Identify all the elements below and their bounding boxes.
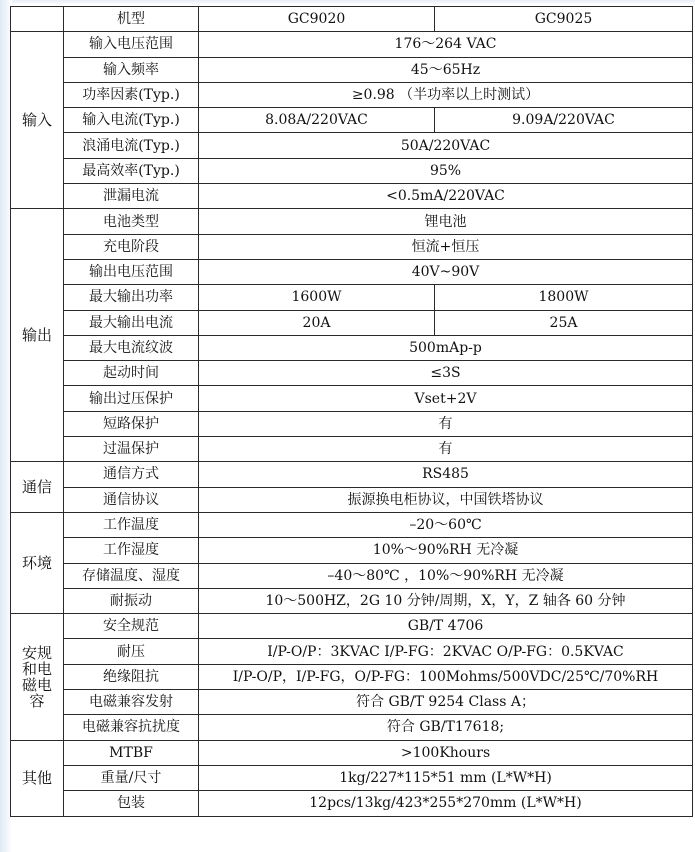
row-value-gc9020: 20A	[199, 310, 435, 335]
row-label: 电磁兼容抗扰度	[64, 715, 199, 740]
table-row	[11, 310, 693, 335]
row-value: 12pcs/13kg/423*255*270mm (L*W*H)	[199, 791, 693, 816]
row-value: 符合 GB/T17618;	[199, 715, 693, 740]
row-label: 通信协议	[64, 487, 199, 512]
table-row	[11, 335, 693, 360]
table-row	[11, 639, 693, 664]
table-row	[11, 437, 693, 462]
table-row	[11, 538, 693, 563]
table-row	[11, 57, 693, 82]
row-value: 1kg/227*115*51 mm (L*W*H)	[199, 765, 693, 790]
row-value-gc9025: 9.09A/220VAC	[435, 108, 693, 133]
table-row	[11, 32, 693, 57]
row-label: 电磁兼容发射	[64, 690, 199, 715]
table-row	[11, 411, 693, 436]
table-row	[11, 386, 693, 411]
row-value: 锂电池	[199, 209, 693, 234]
row-label: 输入电流(Typ.)	[64, 108, 199, 133]
model-gc9020: GC9020	[199, 7, 435, 32]
section-input-title: 输入	[11, 32, 64, 209]
table-row	[11, 108, 693, 133]
row-label: 起动时间	[64, 361, 199, 386]
table-row	[11, 184, 693, 209]
table-row	[11, 664, 693, 689]
row-value: 176～264 VAC	[199, 32, 693, 57]
row-label: MTBF	[64, 740, 199, 765]
row-value: 10～500HZ，2G 10 分钟/周期，X，Y，Z 轴各 60 分钟	[199, 588, 693, 613]
row-label: 短路保护	[64, 411, 199, 436]
table-row	[11, 285, 693, 310]
header-group-cell	[11, 7, 64, 32]
table-row	[11, 209, 693, 234]
table-row	[11, 715, 693, 740]
table-row	[11, 614, 693, 639]
spec-table	[10, 6, 693, 817]
header-row	[11, 7, 693, 32]
row-value: <0.5mA/220VAC	[199, 184, 693, 209]
section-env-title: 环境	[11, 512, 64, 613]
table-row	[11, 791, 693, 816]
table-row	[11, 158, 693, 183]
row-label: 通信方式	[64, 462, 199, 487]
table-row	[11, 690, 693, 715]
row-label: 最大电流纹波	[64, 335, 199, 360]
row-value: 40V~90V	[199, 259, 693, 284]
table-row	[11, 82, 693, 107]
section-comm-title: 通信	[11, 462, 64, 513]
section-safety-title-text: 安规和电磁电容	[21, 643, 52, 710]
row-value: ≤3S	[199, 361, 693, 386]
row-label: 绝缘阻抗	[64, 664, 199, 689]
row-value: 50A/220VAC	[199, 133, 693, 158]
row-label: 最高效率(Typ.)	[64, 158, 199, 183]
row-value: 有	[199, 411, 693, 436]
row-label: 输入频率	[64, 57, 199, 82]
row-value: 500mAp-p	[199, 335, 693, 360]
row-label: 存储温度、湿度	[64, 563, 199, 588]
row-label: 输出电压范围	[64, 259, 199, 284]
table-row	[11, 765, 693, 790]
row-value: Vset+2V	[199, 386, 693, 411]
table-row	[11, 259, 693, 284]
row-value: 95%	[199, 158, 693, 183]
row-value: 恒流+恒压	[199, 234, 693, 259]
row-label: 充电阶段	[64, 234, 199, 259]
row-value: 有	[199, 437, 693, 462]
row-label: 包装	[64, 791, 199, 816]
row-value: >100Khours	[199, 740, 693, 765]
table-row	[11, 234, 693, 259]
row-value: I/P-O/P，I/P-FG，O/P-FG：100Mohms/500VDC/25℃/70%RH	[199, 664, 693, 689]
section-other-title: 其他	[11, 740, 64, 816]
row-value-gc9025: 1800W	[435, 285, 693, 310]
row-value: ≥0.98 （半功率以上时测试）	[199, 82, 693, 107]
row-label: 输入电压范围	[64, 32, 199, 57]
table-row	[11, 361, 693, 386]
header-label: 机型	[64, 7, 199, 32]
row-value: I/P-O/P：3KVAC I/P-FG：2KVAC O/P-FG：0.5KVAC	[199, 639, 693, 664]
row-label: 重量/尺寸	[64, 765, 199, 790]
table-row	[11, 512, 693, 537]
row-label: 工作温度	[64, 512, 199, 537]
row-value-gc9025: 25A	[435, 310, 693, 335]
table-row	[11, 133, 693, 158]
section-safety-title	[11, 614, 64, 740]
row-label: 泄漏电流	[64, 184, 199, 209]
row-value: –20～60℃	[199, 512, 693, 537]
row-label: 耐压	[64, 639, 199, 664]
row-label: 耐振动	[64, 588, 199, 613]
table-row	[11, 563, 693, 588]
row-value: 符合 GB/T 9254 Class A；	[199, 690, 693, 715]
model-gc9025: GC9025	[435, 7, 693, 32]
row-value-gc9020: 1600W	[199, 285, 435, 310]
table-row	[11, 462, 693, 487]
row-value: RS485	[199, 462, 693, 487]
row-label: 安全规范	[64, 614, 199, 639]
table-row	[11, 487, 693, 512]
row-label: 过温保护	[64, 437, 199, 462]
top-shade	[0, 0, 695, 5]
row-value: –40～80℃ ，10%～90%RH 无冷凝	[199, 563, 693, 588]
row-label: 电池类型	[64, 209, 199, 234]
row-label: 最大输出电流	[64, 310, 199, 335]
row-label: 功率因素(Typ.)	[64, 82, 199, 107]
row-label: 浪涌电流(Typ.)	[64, 133, 199, 158]
row-value: 10%～90%RH 无冷凝	[199, 538, 693, 563]
row-value: 振源换电柜协议，中国铁塔协议	[199, 487, 693, 512]
table-row	[11, 588, 693, 613]
row-value-gc9020: 8.08A/220VAC	[199, 108, 435, 133]
row-label: 输出过压保护	[64, 386, 199, 411]
row-label: 工作湿度	[64, 538, 199, 563]
table-row	[11, 740, 693, 765]
row-label: 最大输出功率	[64, 285, 199, 310]
row-value: 45～65Hz	[199, 57, 693, 82]
section-output-title: 输出	[11, 209, 64, 462]
row-value: GB/T 4706	[199, 614, 693, 639]
